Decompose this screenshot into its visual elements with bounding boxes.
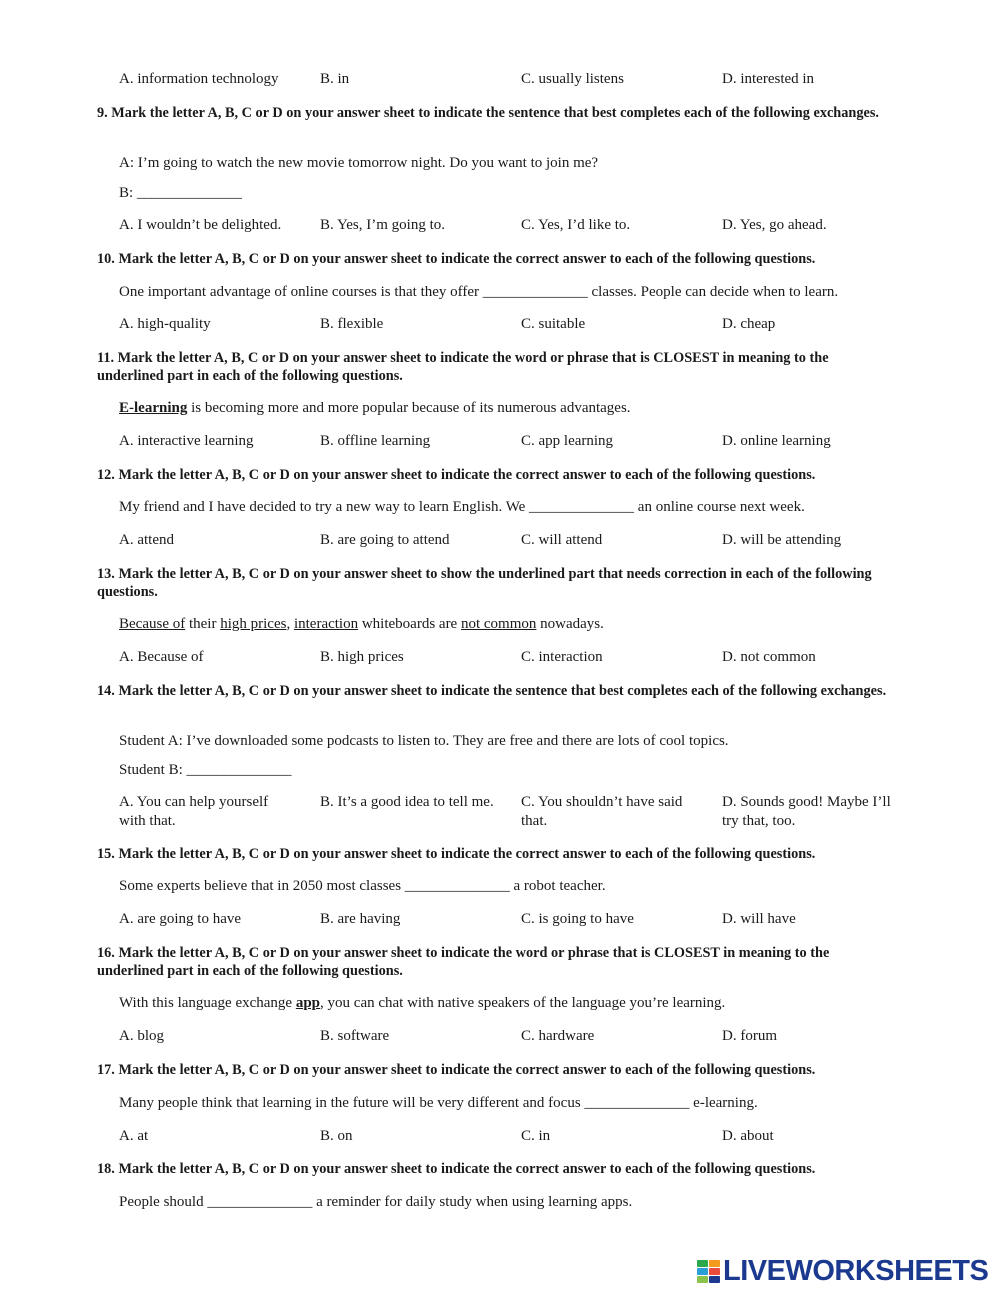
q9-instruction: 9. Mark the letter A, B, C or D on your answer sheet to indicate the sentence that best completes each of the following exchanges. — [97, 105, 879, 121]
q13-option-d[interactable]: D. not common — [722, 649, 816, 665]
q11-option-c[interactable]: C. app learning — [521, 433, 614, 449]
brand-name: LIVEWORKSHEETS — [723, 1254, 989, 1287]
q14-option-d[interactable]: D. Sounds good! Maybe I’ll try that, too. — [722, 794, 891, 829]
q12-option-b[interactable]: B. are going to attend — [320, 532, 450, 548]
q8-option-b[interactable]: B. in — [320, 71, 350, 87]
q15-option-d[interactable]: D. will have — [722, 911, 796, 927]
q13-underlined-d: not common — [460, 616, 537, 632]
q10-option-d[interactable]: D. cheap — [722, 316, 776, 332]
q11-option-b[interactable]: B. offline learning — [320, 433, 431, 449]
logo-mark-icon — [697, 1260, 720, 1283]
logo-tile — [709, 1268, 720, 1275]
q17-option-a[interactable]: A. at — [119, 1128, 149, 1144]
q12-option-c[interactable]: C. will attend — [521, 532, 603, 548]
q14-instruction: 14. Mark the letter A, B, C or D on your answer sheet to indicate the sentence that best completes each of the following exchanges. — [97, 683, 887, 699]
q10-option-c[interactable]: C. suitable — [521, 316, 586, 332]
q14-option-b[interactable]: B. It’s a good idea to tell me. — [320, 794, 494, 810]
q12-instruction: 12. Mark the letter A, B, C or D on your answer sheet to indicate the correct answer to each of the following questions. — [97, 467, 816, 483]
logo-tile — [709, 1260, 720, 1267]
q16-option-d[interactable]: D. forum — [722, 1028, 777, 1044]
q16-option-b[interactable]: B. software — [320, 1028, 390, 1044]
q10-option-a[interactable]: A. high-quality — [119, 316, 211, 332]
q18-stem: People should ______________ a reminder for daily study when using learning apps. — [119, 1194, 633, 1210]
q15-option-b[interactable]: B. are having — [320, 911, 401, 927]
q13-instruction: 13. Mark the letter A, B, C or D on your answer sheet to show the underlined part that needs correction in each of the following questions. — [97, 566, 872, 600]
q13-option-b[interactable]: B. high prices — [320, 649, 404, 665]
q16-instruction: 16. Mark the letter A, B, C or D on your answer sheet to indicate the word or phrase that is CLOSEST in meaning to the underlined part in each of the following questions. — [97, 945, 830, 979]
q11-instruction: 11. Mark the letter A, B, C or D on your answer sheet to indicate the word or phrase that is CLOSEST in meaning to the underlined part in each of the following questions. — [97, 350, 829, 384]
q13-underlined-c: interaction — [293, 616, 359, 632]
q14-line-a: Student A: I’ve downloaded some podcasts to listen to. They are free and there are lots of cool topics. — [119, 733, 729, 749]
q12-stem: My friend and I have decided to try a new way to learn English. We ______________ an online course next week. — [119, 499, 805, 515]
logo-tile — [697, 1268, 708, 1275]
q8-option-a[interactable]: A. information technology — [119, 71, 279, 87]
q16-option-c[interactable]: C. hardware — [521, 1028, 595, 1044]
q15-option-c[interactable]: C. is going to have — [521, 911, 634, 927]
q12-option-a[interactable]: A. attend — [119, 532, 174, 548]
q15-instruction: 15. Mark the letter A, B, C or D on your answer sheet to indicate the correct answer to each of the following questions. — [97, 846, 816, 862]
q13-underlined-b: high prices — [220, 616, 287, 632]
q14-option-c[interactable]: C. You shouldn’t have said that. — [521, 794, 683, 829]
q16-option-a[interactable]: A. blog — [119, 1028, 164, 1044]
q11-stem — [119, 399, 899, 418]
q17-option-c[interactable]: C. in — [521, 1128, 551, 1144]
q17-instruction: 17. Mark the letter A, B, C or D on your answer sheet to indicate the correct answer to each of the following questions. — [97, 1062, 816, 1078]
liveworksheets-logo[interactable] — [697, 1255, 988, 1287]
q9-option-d[interactable]: D. Yes, go ahead. — [722, 217, 827, 233]
q13-text: whiteboards are — [358, 616, 461, 632]
q17-stem: Many people think that learning in the future will be very different and focus ______________ e-learning. — [119, 1095, 758, 1111]
q8-option-c[interactable]: C. usually listens — [521, 71, 624, 87]
q13-text: nowadays. — [536, 616, 604, 632]
q8-option-d[interactable]: D. interested in — [722, 71, 815, 87]
q16-stem — [119, 994, 899, 1013]
q16-stem-before: With this language exchange — [119, 995, 296, 1011]
q14-option-a[interactable]: A. You can help yourself with that. — [119, 794, 269, 829]
q9-option-c[interactable]: C. Yes, I’d like to. — [521, 217, 631, 233]
q14-line-b: Student B: ______________ — [119, 762, 292, 778]
q13-option-c[interactable]: C. interaction — [521, 649, 603, 665]
q13-underlined-a: Because of — [119, 616, 186, 632]
q18-instruction: 18. Mark the letter A, B, C or D on your answer sheet to indicate the correct answer to each of the following questions. — [97, 1161, 816, 1177]
q13-option-a[interactable]: A. Because of — [119, 649, 204, 665]
q10-stem: One important advantage of online courses is that they offer ______________ classes. People can decide when to learn. — [119, 284, 839, 300]
q10-option-b[interactable]: B. flexible — [320, 316, 384, 332]
q9-line-b: B: ______________ — [119, 185, 242, 201]
q11-stem-rest: is becoming more and more popular because of its numerous advantages. — [187, 400, 631, 416]
q12-option-d[interactable]: D. will be attending — [722, 532, 842, 548]
q13-stem — [119, 615, 899, 634]
q11-option-a[interactable]: A. interactive learning — [119, 433, 254, 449]
q16-stem-after: , you can chat with native speakers of the language you’re learning. — [320, 995, 726, 1011]
q17-option-b[interactable]: B. on — [320, 1128, 353, 1144]
q16-underlined-term: app — [295, 995, 321, 1011]
q15-option-a[interactable]: A. are going to have — [119, 911, 242, 927]
logo-tile — [697, 1276, 708, 1283]
logo-tile — [709, 1276, 720, 1283]
q10-instruction: 10. Mark the letter A, B, C or D on your answer sheet to indicate the correct answer to each of the following questions. — [97, 251, 816, 267]
q15-stem: Some experts believe that in 2050 most classes ______________ a robot teacher. — [119, 878, 606, 894]
q9-option-b[interactable]: B. Yes, I’m going to. — [320, 217, 446, 233]
q9-line-a: A: I’m going to watch the new movie tomorrow night. Do you want to join me? — [119, 155, 599, 171]
q13-text: their — [185, 616, 221, 632]
q13-text: , — [286, 616, 294, 632]
logo-tile — [697, 1260, 708, 1267]
q17-option-d[interactable]: D. about — [722, 1128, 774, 1144]
q11-option-d[interactable]: D. online learning — [722, 433, 831, 449]
q9-option-a[interactable]: A. I wouldn’t be delighted. — [119, 217, 282, 233]
q11-underlined-term: E-learning — [119, 400, 188, 416]
